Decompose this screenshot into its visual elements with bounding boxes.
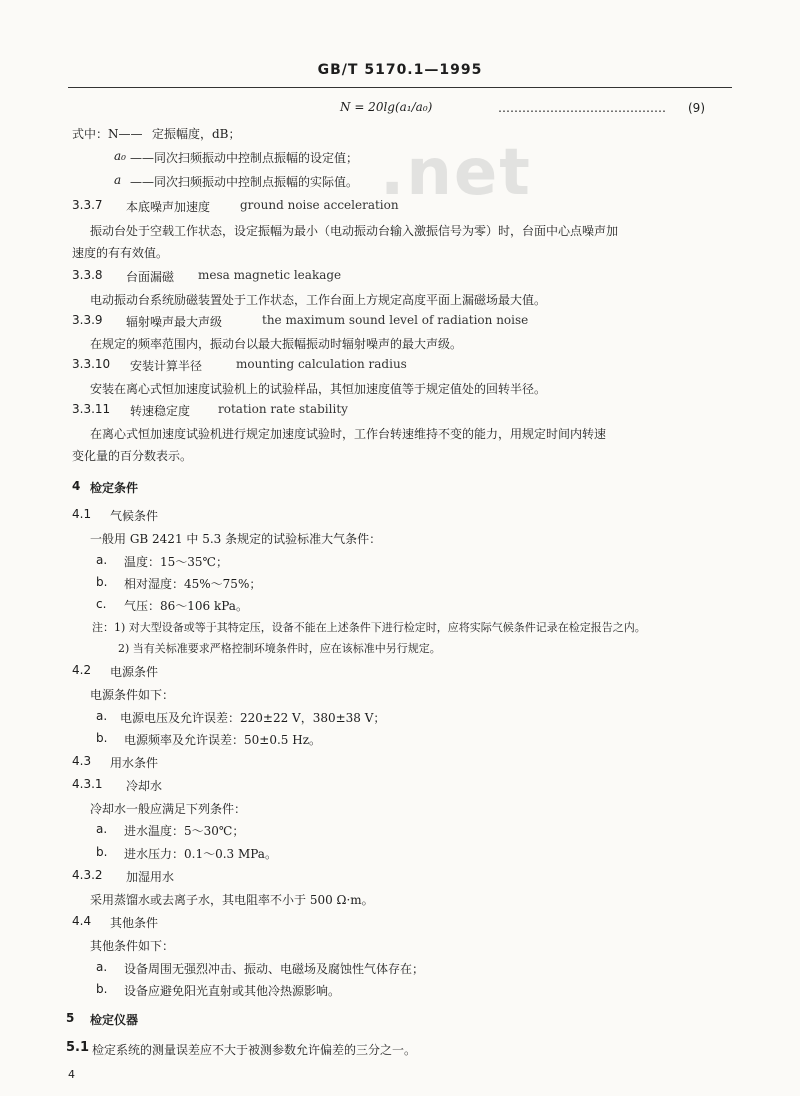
clause-body-3-3-11-line-1: 在离心式恒加速度试验机进行规定加速度试验时，工作台转速维持不变的能力，用规定时间内转速	[90, 427, 607, 441]
where-n-description: 定振幅度，dB；	[152, 127, 241, 141]
clause-title-4-3: 用水条件	[110, 756, 159, 770]
list-value-4-1-b: 相对湿度：45%～75%；	[124, 577, 262, 591]
where-a0-description: ——同次扫频振动中控制点振幅的设定值；	[130, 151, 359, 165]
clause-number-4-3-2: 4.3.2	[72, 868, 103, 882]
where-intro: 式中：N——	[72, 127, 143, 141]
section-number-5: 5	[66, 1011, 75, 1025]
clause-body-3-3-9: 在规定的频率范围内，振动台以最大振幅振动时辐射噪声的最大声级。	[90, 337, 463, 351]
clause-number-3-3-9: 3.3.9	[72, 313, 103, 327]
list-key-4-1-b: b.	[96, 575, 108, 589]
list-key-4-4-b: b.	[96, 982, 108, 996]
clause-number-3-3-10: 3.3.10	[72, 357, 111, 371]
list-key-4-4-a: a.	[96, 960, 108, 974]
list-value-4-1-a: 温度：15～35℃；	[124, 555, 228, 569]
clause-title-3-3-7: 本底噪声加速度	[126, 200, 211, 214]
list-key-4-3-1-b: b.	[96, 845, 108, 859]
formula-number: (9)	[688, 101, 705, 115]
clause-title-4-4: 其他条件	[110, 916, 159, 930]
clause-intro-4-4: 其他条件如下：	[90, 939, 175, 953]
clause-english-3-3-8: mesa magnetic leakage	[198, 268, 342, 282]
clause-number-3-3-7: 3.3.7	[72, 198, 103, 212]
clause-title-4-3-2: 加湿用水	[126, 870, 175, 884]
clause-english-3-3-11: rotation rate stability	[218, 402, 348, 416]
list-key-4-3-1-a: a.	[96, 822, 108, 836]
clause-title-4-2: 电源条件	[110, 665, 159, 679]
list-key-4-2-a: a.	[96, 709, 108, 723]
clause-body-3-3-10: 安装在离心式恒加速度试验机上的试验样品，其恒加速度值等于规定值处的回转半径。	[90, 382, 547, 396]
list-key-4-2-b: b.	[96, 731, 108, 745]
page-number: 4	[68, 1068, 75, 1081]
where-a0-symbol: a₀	[114, 149, 126, 163]
clause-number-4-1: 4.1	[72, 507, 92, 521]
clause-title-4-1: 气候条件	[110, 509, 159, 523]
clause-number-3-3-8: 3.3.8	[72, 268, 103, 282]
list-value-4-4-a: 设备周围无强烈冲击、振动、电磁场及腐蚀性气体存在；	[124, 962, 425, 976]
list-key-4-1-c: c.	[96, 597, 107, 611]
clause-body-3-3-7-line-2: 速度的有有效值。	[72, 246, 169, 260]
list-value-4-2-a: 电源电压及允许误差：220±22 V，380±38 V；	[120, 711, 386, 725]
list-value-4-1-c: 气压：86～106 kPa。	[124, 599, 248, 613]
clause-number-4-4: 4.4	[72, 914, 92, 928]
clause-intro-4-3-1: 冷却水一般应满足下列条件：	[90, 802, 247, 816]
note-4-1-1: 注：1) 对大型设备或等于其特定压，设备不能在上述条件下进行检定时，应将实际气候条件记录在检定报告之内。	[92, 621, 646, 634]
note-4-1-2: 2) 当有关标准要求严格控制环境条件时，应在该标准中另行规定。	[118, 642, 441, 655]
section-title-4: 检定条件	[90, 481, 139, 495]
clause-number-3-3-11: 3.3.11	[72, 402, 111, 416]
list-value-4-2-b: 电源频率及允许误差：50±0.5 Hz。	[124, 733, 322, 747]
where-a-description: ——同次扫频振动中控制点振幅的实际值。	[130, 175, 359, 189]
where-a-symbol: a	[114, 173, 122, 187]
formula-expression: N = 20lg(a₁/a₀)	[340, 100, 433, 114]
clause-title-3-3-10: 安装计算半径	[130, 359, 203, 373]
clause-number-4-3: 4.3	[72, 754, 92, 768]
formula-leader-dots: ……………………………………	[498, 101, 666, 115]
section-title-5: 检定仪器	[90, 1013, 139, 1027]
list-value-4-4-b: 设备应避免阳光直射或其他冷热源影响。	[124, 984, 341, 998]
clause-title-3-3-11: 转速稳定度	[130, 404, 191, 418]
section-number-4: 4	[72, 479, 81, 493]
clause-body-4-3-2: 采用蒸馏水或去离子水，其电阻率不小于 500 Ω·m。	[90, 893, 374, 907]
clause-intro-4-1: 一般用 GB 2421 中 5.3 条规定的试验标准大气条件：	[90, 532, 382, 546]
header-rule	[68, 87, 732, 88]
clause-title-3-3-8: 台面漏磁	[126, 270, 175, 284]
list-key-4-1-a: a.	[96, 553, 108, 567]
clause-title-4-3-1: 冷却水	[126, 779, 163, 793]
clause-number-5-1: 5.1	[66, 1040, 90, 1055]
clause-title-3-3-9: 辐射噪声最大声级	[126, 315, 223, 329]
page-header-standard-number: GB/T 5170.1—1995	[317, 62, 483, 78]
clause-english-3-3-10: mounting calculation radius	[236, 357, 407, 371]
clause-body-5-1: 检定系统的测量误差应不大于被测参数允许偏差的三分之一。	[92, 1043, 417, 1057]
clause-number-4-3-1: 4.3.1	[72, 777, 103, 791]
list-value-4-3-1-a: 进水温度：5～30℃；	[124, 824, 245, 838]
clause-body-3-3-7-line-1: 振动台处于空载工作状态，设定振幅为最小（电动振动台输入激振信号为零）时，台面中心点噪声加	[90, 224, 619, 238]
clause-intro-4-2: 电源条件如下：	[90, 688, 175, 702]
clause-english-3-3-9: the maximum sound level of radiation noise	[262, 313, 529, 327]
clause-body-3-3-11-line-2: 变化量的百分数表示。	[72, 449, 193, 463]
watermark-text: .net	[380, 136, 532, 210]
clause-number-4-2: 4.2	[72, 663, 92, 677]
clause-body-3-3-8: 电动振动台系统励磁装置处于工作状态，工作台面上方规定高度平面上漏磁场最大值。	[90, 293, 547, 307]
list-value-4-3-1-b: 进水压力：0.1～0.3 MPa。	[124, 847, 277, 861]
clause-english-3-3-7: ground noise acceleration	[240, 198, 399, 212]
